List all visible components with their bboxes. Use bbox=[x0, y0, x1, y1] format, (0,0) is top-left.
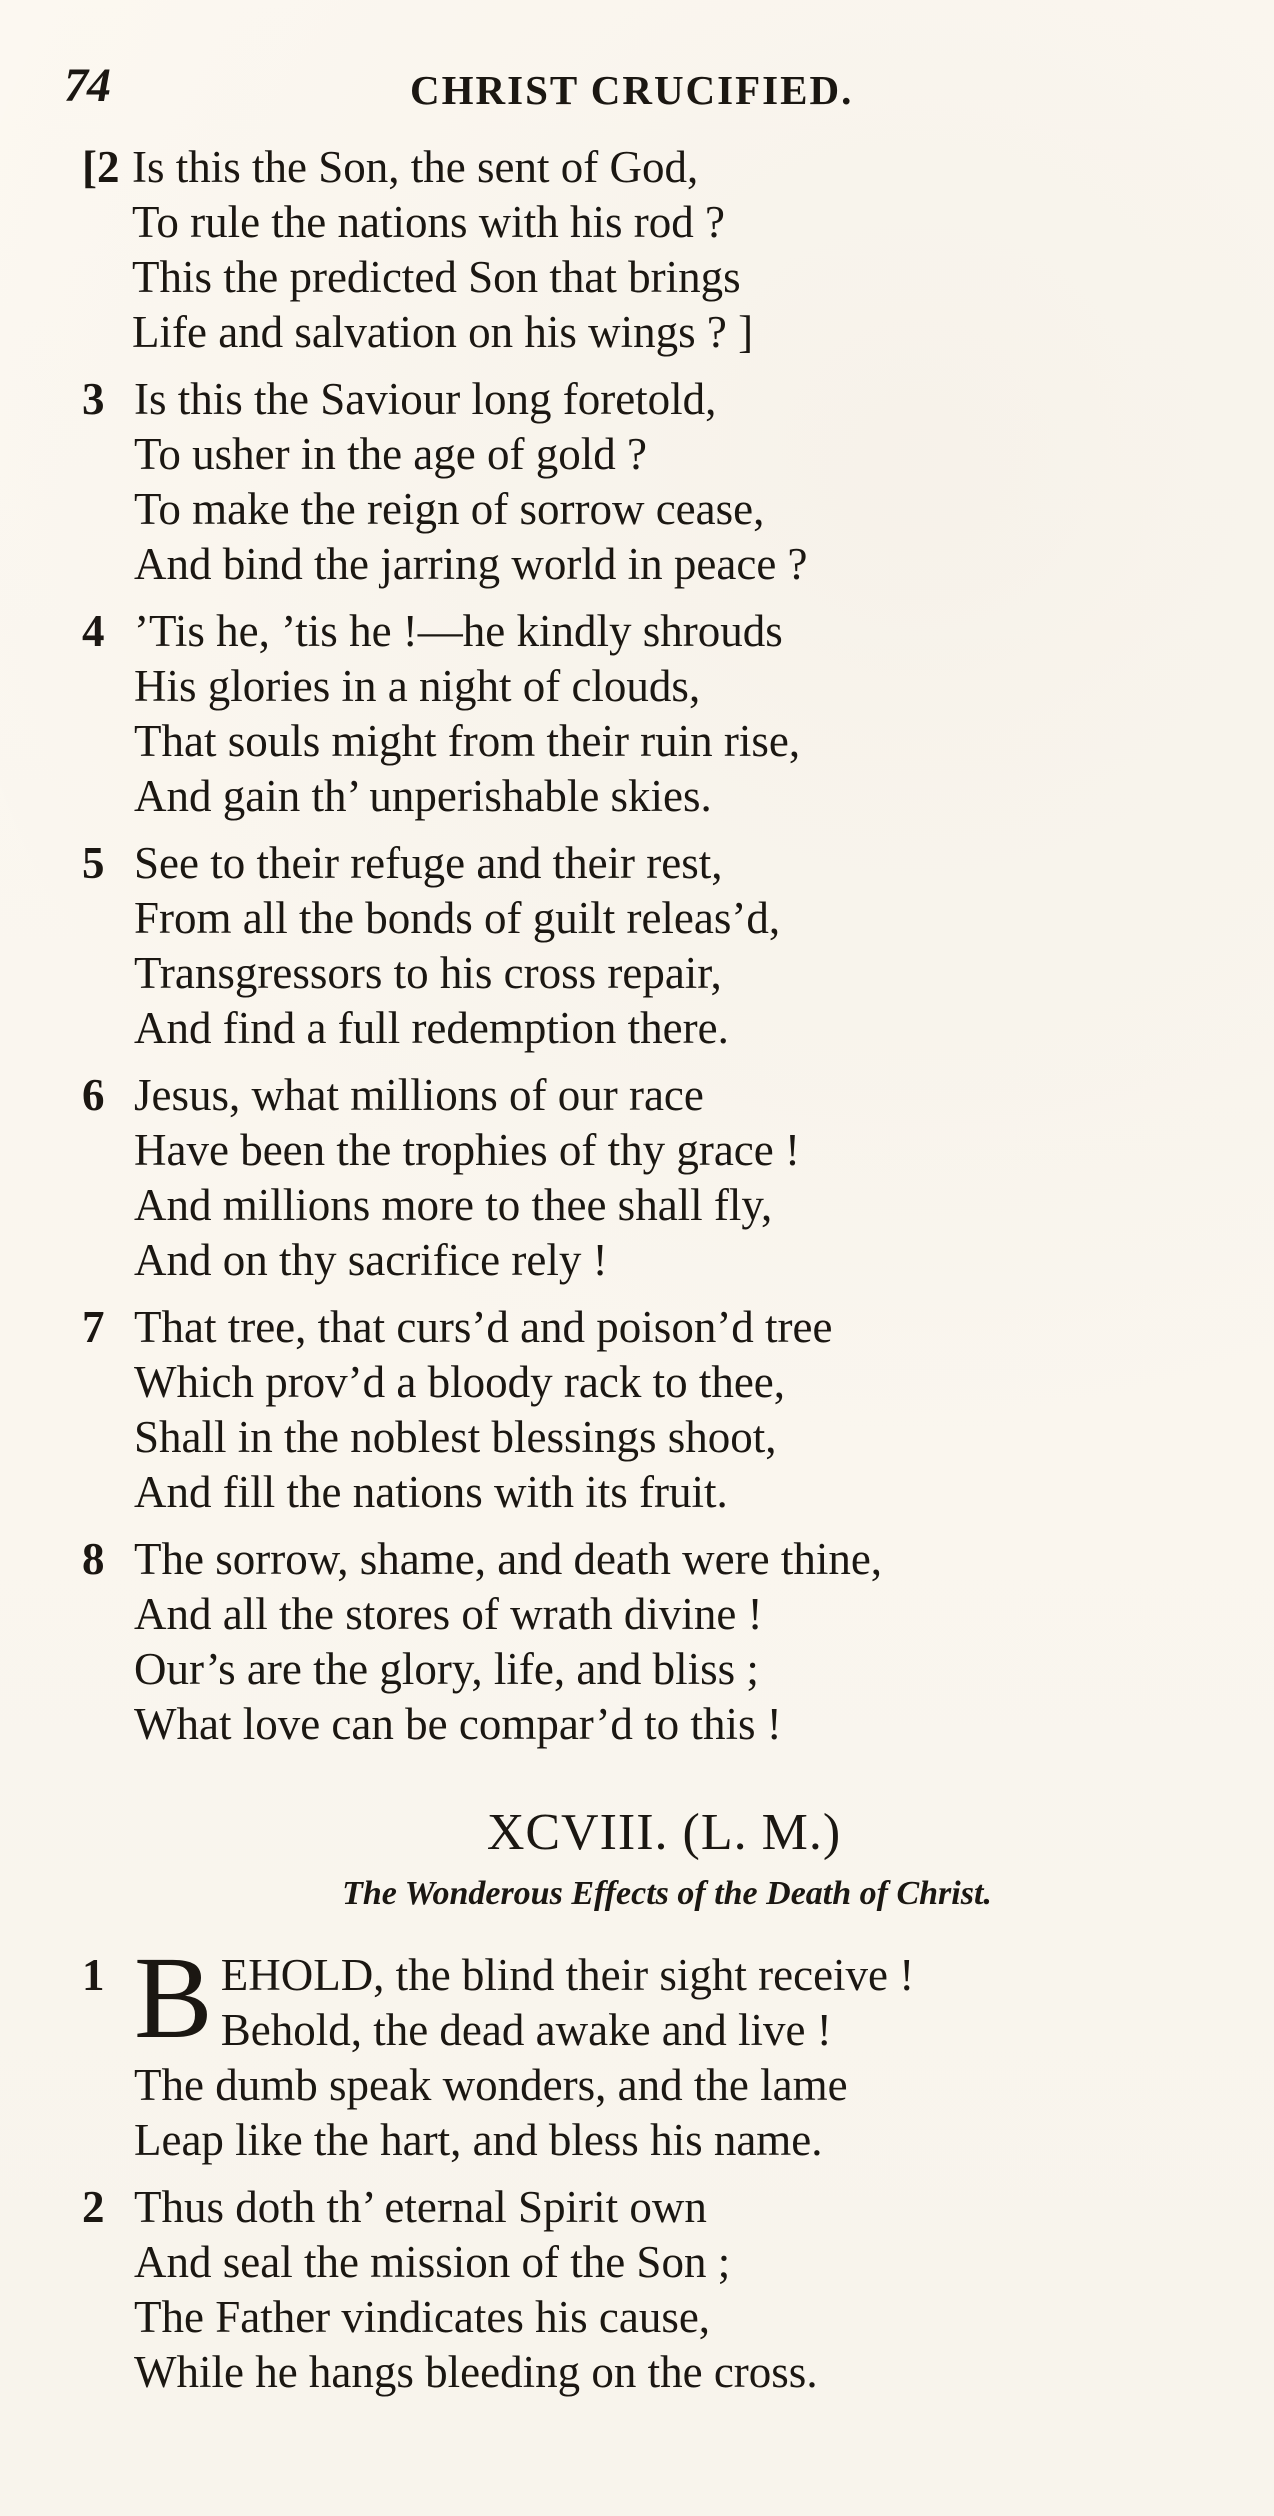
stanza-line: And seal the mission of the Son ; bbox=[134, 2237, 731, 2287]
stanza-line: The dumb speak wonders, and the lame bbox=[134, 2060, 848, 2110]
stanza-line: And fill the nations with its fruit. bbox=[134, 1467, 728, 1517]
stanza-line: While he hangs bleeding on the cross. bbox=[134, 2347, 818, 2397]
stanza-number: 1 bbox=[82, 1950, 105, 2000]
stanza-line: That tree, that curs’d and poison’d tree bbox=[134, 1302, 833, 1352]
stanza-number: 2 bbox=[82, 2182, 105, 2232]
stanza-number: [2 bbox=[82, 142, 120, 192]
stanza-line: And millions more to thee shall fly, bbox=[134, 1180, 773, 1230]
stanza-line: ’Tis he, ’tis he !—he kindly shrouds bbox=[134, 606, 783, 656]
stanza-4 bbox=[82, 604, 1234, 824]
page-content bbox=[82, 140, 1234, 2412]
stanza-line: Have been the trophies of thy grace ! bbox=[134, 1125, 800, 1175]
stanza-2b bbox=[82, 2180, 1234, 2400]
stanza-line: Is this the Son, the sent of God, bbox=[132, 142, 699, 192]
stanza-3 bbox=[82, 372, 1234, 592]
running-title: CHRIST CRUCIFIED. bbox=[410, 67, 854, 113]
stanza-line: And find a full redemption there. bbox=[134, 1003, 729, 1053]
stanza-line: And all the stores of wrath divine ! bbox=[134, 1589, 763, 1639]
stanza-line: And bind the jarring world in peace ? bbox=[134, 539, 808, 589]
stanza-line: And on thy sacrifice rely ! bbox=[134, 1235, 608, 1285]
stanza-number: 7 bbox=[82, 1302, 105, 1352]
stanza-line: Behold, the dead awake and live ! bbox=[220, 2005, 832, 2055]
hymn-subtitle: The Wonderous Effects of the Death of Christ. bbox=[342, 1875, 992, 1912]
stanza-line: To rule the nations with his rod ? bbox=[132, 197, 725, 247]
stanza-line: Life and salvation on his wings ? ] bbox=[132, 307, 754, 357]
stanza-line: Is this the Saviour long foretold, bbox=[134, 374, 717, 424]
stanza-line: From all the bonds of guilt releas’d, bbox=[134, 893, 781, 943]
page-number: 74 bbox=[64, 59, 110, 112]
stanza-5 bbox=[82, 836, 1234, 1056]
stanza-number: 3 bbox=[82, 374, 105, 424]
stanza-line: This the predicted Son that brings bbox=[132, 252, 741, 302]
page-header bbox=[64, 58, 1230, 128]
stanza-line: Shall in the noblest blessings shoot, bbox=[134, 1412, 777, 1462]
hymn-title: XCVIII. (L. M.) bbox=[486, 1804, 842, 1861]
stanza-line: His glories in a night of clouds, bbox=[134, 661, 701, 711]
stanza-7 bbox=[82, 1300, 1234, 1520]
drop-cap: B bbox=[134, 1932, 213, 2063]
stanza-line: What love can be compar’d to this ! bbox=[134, 1699, 782, 1749]
stanza-number: 5 bbox=[82, 838, 105, 888]
stanza-1 bbox=[82, 1932, 1234, 2168]
stanza-line: EHOLD, the blind their sight receive ! bbox=[220, 1950, 915, 2000]
stanza-line: Leap like the hart, and bless his name. bbox=[134, 2115, 823, 2165]
stanza-line: And gain th’ unperishable skies. bbox=[134, 771, 712, 821]
stanza-line: Our’s are the glory, life, and bliss ; bbox=[134, 1644, 759, 1694]
stanza-line: Jesus, what millions of our race bbox=[134, 1070, 704, 1120]
stanza-number: 4 bbox=[82, 606, 105, 656]
stanza-line: See to their refuge and their rest, bbox=[134, 838, 723, 888]
stanza-line: That souls might from their ruin rise, bbox=[134, 716, 801, 766]
stanza-line: To usher in the age of gold ? bbox=[134, 429, 647, 479]
stanza-number: 8 bbox=[82, 1534, 105, 1584]
stanza-line: Thus doth th’ eternal Spirit own bbox=[134, 2182, 707, 2232]
stanza-line: The sorrow, shame, and death were thine, bbox=[134, 1534, 883, 1584]
stanza-line: Which prov’d a bloody rack to thee, bbox=[134, 1357, 786, 1407]
stanza-8 bbox=[82, 1532, 1234, 1752]
stanza-6 bbox=[82, 1068, 1234, 1288]
stanza-line: The Father vindicates his cause, bbox=[134, 2292, 711, 2342]
stanza-line: To make the reign of sorrow cease, bbox=[134, 484, 765, 534]
stanza-line: Transgressors to his cross repair, bbox=[134, 948, 722, 998]
stanza-2 bbox=[82, 140, 1234, 360]
stanza-number: 6 bbox=[82, 1070, 105, 1120]
